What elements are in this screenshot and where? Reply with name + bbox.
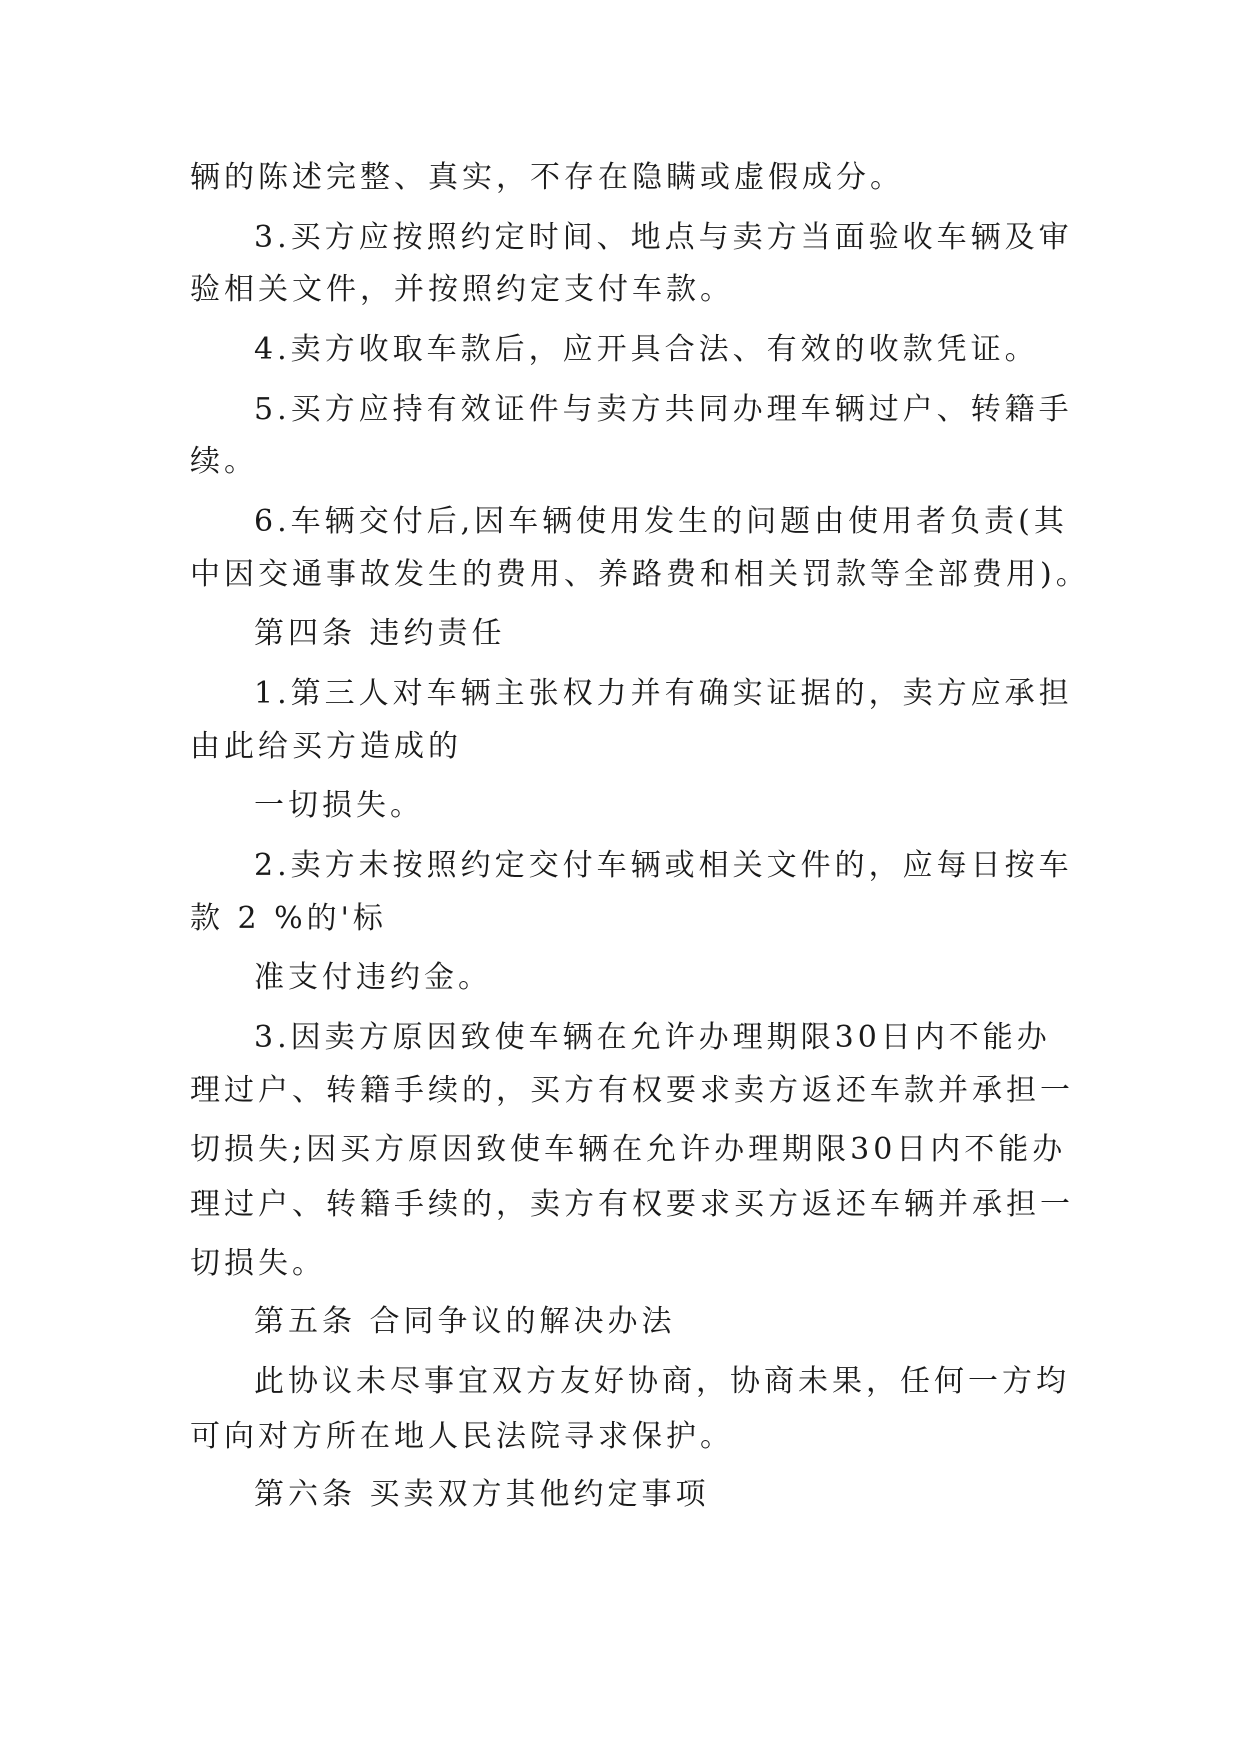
clause-6-text: 6.车辆交付后,因车辆使用发生的问题由使用者负责(其 xyxy=(254,504,1068,539)
clause-3-text: 3.买方应按照约定时间、地点与卖方当面验收车辆及审 xyxy=(254,220,1073,255)
text-line: 续。 xyxy=(190,444,258,479)
clause-4-text: 4.卖方收取车款后，应开具合法、有效的收款凭证。 xyxy=(254,332,1039,367)
breach-clause-3-text: 3.因卖方原因致使车辆在允许办理期限30日内不能办 xyxy=(254,1020,1051,1055)
dispute-clause-text: 此协议未尽事宜双方友好协商，协商未果，任何一方均 xyxy=(254,1364,1070,1399)
clause-5-text: 5.买方应持有效证件与卖方共同办理车辆过户、转籍手 xyxy=(254,392,1073,427)
text-line: 理过户、转籍手续的，卖方有权要求买方返还车辆并承担一 xyxy=(190,1187,1074,1222)
breach-clause-2-text: 2.卖方未按照约定交付车辆或相关文件的，应每日按车 xyxy=(254,848,1073,883)
text-line: 理过户、转籍手续的，买方有权要求卖方返还车款并承担一 xyxy=(190,1073,1074,1108)
text-line: 准支付违约金。 xyxy=(254,960,492,995)
text-line: 由此给买方造成的 xyxy=(190,729,462,764)
text-line: 款 2 %的'标 xyxy=(190,901,387,936)
section-heading-5: 第五条 合同争议的解决办法 xyxy=(254,1304,676,1339)
text-line: 一切损失。 xyxy=(254,788,424,823)
text-line: 验相关文件，并按照约定支付车款。 xyxy=(190,272,734,307)
section-heading-6: 第六条 买卖双方其他约定事项 xyxy=(254,1477,710,1512)
breach-clause-1-text: 1.第三人对车辆主张权力并有确实证据的，卖方应承担 xyxy=(254,676,1073,711)
section-heading-4: 第四条 违约责任 xyxy=(254,616,506,651)
text-line: 切损失。 xyxy=(190,1246,326,1281)
text-line: 中因交通事故发生的费用、养路费和相关罚款等全部费用)。 xyxy=(190,557,1090,592)
text-line: 辆的陈述完整、真实，不存在隐瞒或虚假成分。 xyxy=(190,160,904,195)
text-line: 切损失;因买方原因致使车辆在允许办理期限30日内不能办 xyxy=(190,1132,1067,1167)
text-line: 可向对方所在地人民法院寻求保护。 xyxy=(190,1419,734,1454)
